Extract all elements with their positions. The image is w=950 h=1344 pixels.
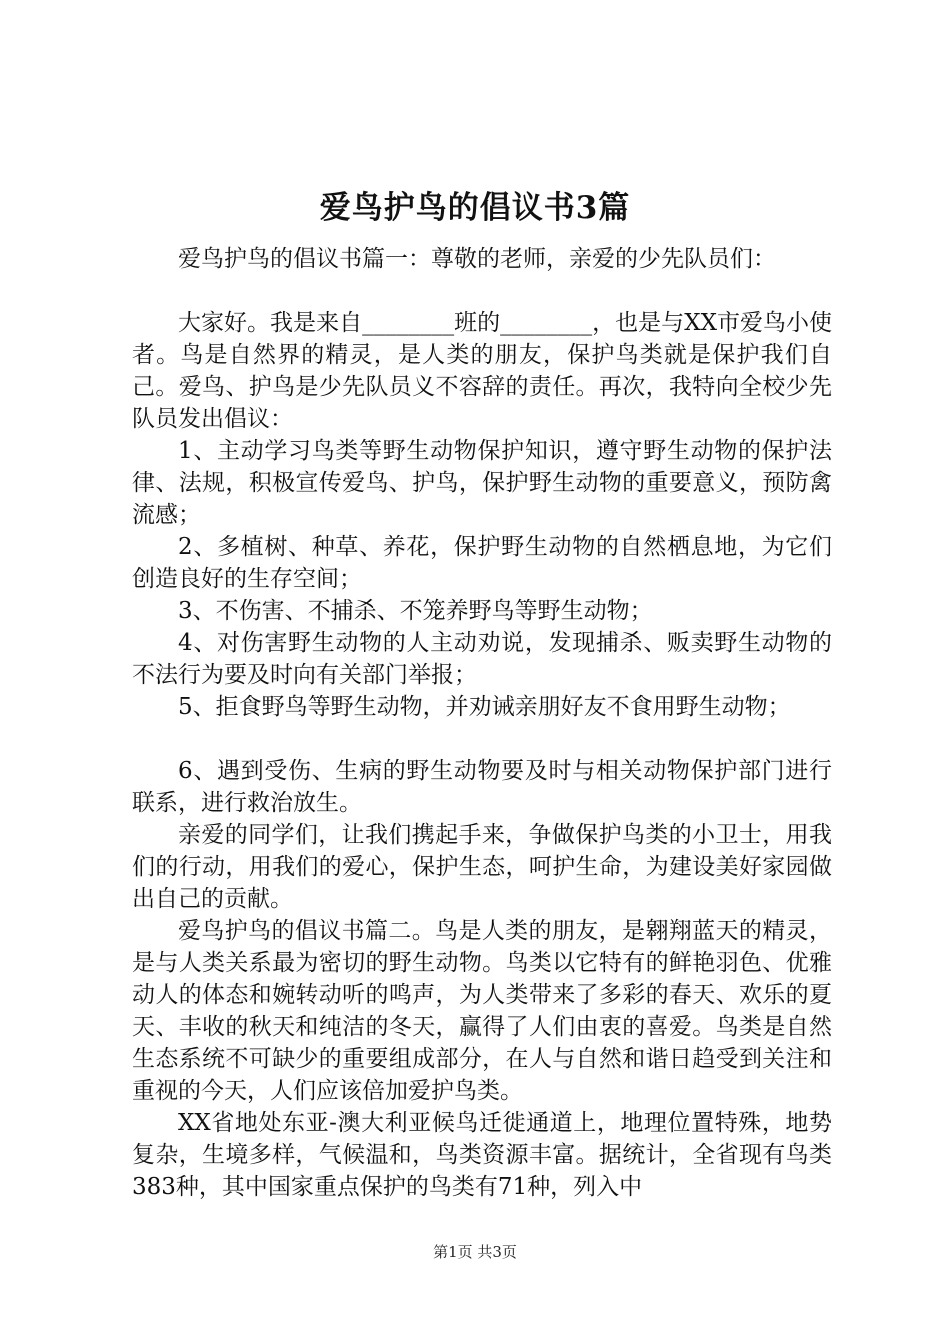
document-body	[132, 211, 832, 1203]
proposal-item-3: 3、不伤害、不捕杀、不笼养野鸟等野生动物；	[178, 598, 653, 624]
greeting-paragraph: 爱鸟护鸟的倡议书篇一：尊敬的老师，亲爱的少先队员们：	[178, 246, 776, 272]
document-title: 爱鸟护鸟的倡议书3篇	[319, 190, 631, 226]
spacer	[132, 275, 832, 307]
intro-paragraph: 大家好。我是来自________班的________，也是与XX市爱鸟小使者。鸟是自然界的精灵，是人类的朋友，保护鸟类就是保护我们自己。爱鸟、护鸟是少先队员义不容辞的责任。再次，我特向全校少先队员发出倡议：	[132, 310, 832, 432]
province-paragraph: XX省地处东亚-澳大利亚候鸟迁徙通道上，地理位置特殊，地势复杂，生境多样，气候温和，鸟类资源丰富。据统计，全省现有鸟类383种，其中国家重点保护的鸟类有71种，列入中	[132, 1110, 832, 1200]
article-two-paragraph: 爱鸟护鸟的倡议书篇二。鸟是人类的朋友，是翱翔蓝天的精灵，是与人类关系最为密切的野生动物。鸟类以它特有的鲜艳羽色、优雅动人的体态和婉转动听的鸣声，为人类带来了多彩的春天、欢乐的夏天、丰收的秋天和纯洁的冬天，赢得了人们由衷的喜爱。鸟类是自然生态系统不可缺少的重要组成部分，在人与自然和谐日趋受到关注和重视的今天，人们应该倍加爱护鸟类。	[132, 918, 832, 1104]
proposal-item-4: 4、对伤害野生动物的人主动劝说，发现捕杀、贩卖野生动物的不法行为要及时向有关部门举报；	[132, 630, 832, 688]
spacer	[132, 211, 832, 243]
closing-paragraph: 亲爱的同学们，让我们携起手来，争做保护鸟类的小卫士，用我们的行动，用我们的爱心，保护生态，呵护生命，为建设美好家园做出自己的贡献。	[132, 822, 832, 912]
page-number: 第1页 共3页	[433, 1243, 517, 1261]
spacer	[132, 723, 832, 755]
proposal-item-6: 6、遇到受伤、生病的野生动物要及时与相关动物保护部门进行联系，进行救治放生。	[132, 758, 832, 816]
proposal-item-1: 1、主动学习鸟类等野生动物保护知识，遵守野生动物的保护法律、法规，积极宣传爱鸟、护鸟，保护野生动物的重要意义，预防禽流感；	[132, 438, 832, 528]
proposal-item-5: 5、拒食野鸟等野生动物，并劝诫亲朋好友不食用野生动物；	[178, 694, 791, 720]
proposal-item-2: 2、多植树、种草、养花，保护野生动物的自然栖息地，为它们创造良好的生存空间；	[132, 534, 832, 592]
